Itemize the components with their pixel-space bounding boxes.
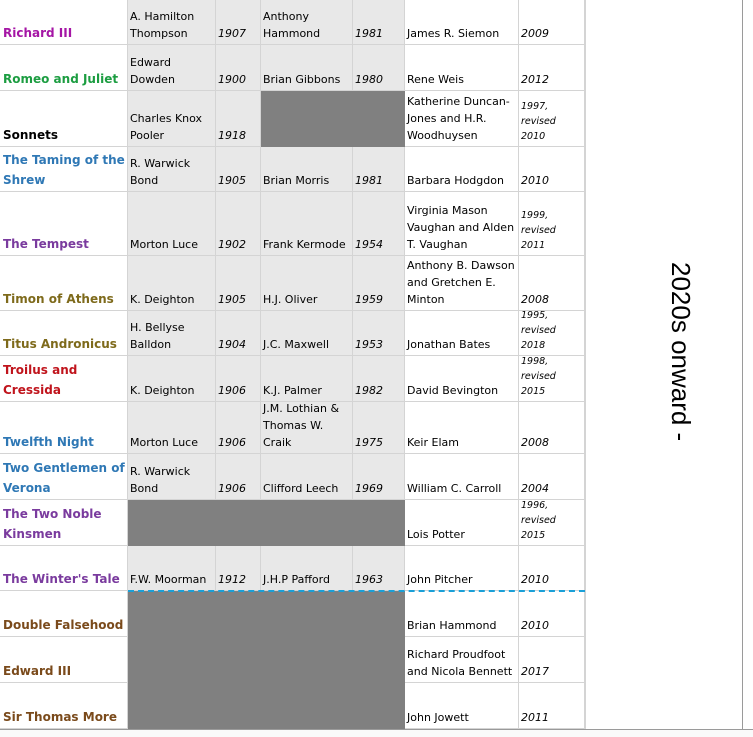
cell-text: 1906	[218, 482, 246, 495]
dashed-divider-line	[128, 590, 585, 592]
table-row	[0, 591, 585, 637]
table-row	[0, 402, 585, 454]
cell-text: 1953	[355, 338, 383, 351]
cell-text: 2017	[521, 665, 549, 678]
cell-text: Katherine Duncan- Jones and H.R. Woodhuysen	[407, 95, 510, 142]
cell-text: Keir Elam	[407, 436, 459, 449]
cell-text: Frank Kermode	[263, 238, 346, 251]
play-title: The Winter's Tale	[3, 572, 120, 586]
cell-text: Morton Luce	[130, 238, 198, 251]
year-cell[interactable]	[216, 356, 261, 402]
cell-text: H. Bellyse Balldon	[130, 321, 185, 351]
editor-cell[interactable]	[128, 0, 216, 45]
cell-text: Morton Luce	[130, 436, 198, 449]
editor-cell[interactable]	[405, 637, 519, 683]
year-cell[interactable]	[216, 637, 261, 683]
cell-text: David Bevington	[407, 384, 499, 397]
editor-cell[interactable]	[128, 147, 216, 192]
cell-text: John Pitcher	[407, 573, 473, 586]
year-cell[interactable]	[216, 500, 261, 546]
year-cell[interactable]	[216, 256, 261, 311]
era-vertical-label: 2020s onward -	[666, 262, 696, 442]
year-cell[interactable]	[353, 356, 405, 402]
cell-text: 1969	[355, 482, 383, 495]
cell-text: Jonathan Bates	[407, 338, 491, 351]
editor-cell[interactable]	[261, 683, 353, 729]
play-title: Romeo and Juliet	[3, 72, 119, 86]
table-row	[0, 500, 585, 546]
table-row	[0, 356, 585, 402]
cell-text: 1959	[355, 293, 383, 306]
cell-text: 2010	[521, 619, 549, 632]
table-row	[0, 45, 585, 91]
editor-cell[interactable]	[405, 192, 519, 256]
play-title-cell[interactable]	[0, 454, 128, 500]
editor-cell[interactable]	[261, 0, 353, 45]
year-cell[interactable]	[519, 256, 585, 311]
cell-text: R. Warwick Bond	[130, 157, 191, 187]
cell-text: Rene Weis	[407, 73, 464, 86]
editor-cell[interactable]	[261, 500, 353, 546]
table-row	[0, 546, 585, 591]
cell-text: 1963	[355, 573, 383, 586]
editor-cell[interactable]	[405, 0, 519, 45]
cell-text: 1999, revised 2011	[521, 210, 556, 251]
year-cell[interactable]	[353, 45, 405, 91]
editor-cell[interactable]	[405, 500, 519, 546]
editor-cell[interactable]	[405, 91, 519, 147]
play-title-cell[interactable]	[0, 45, 128, 91]
editor-cell[interactable]	[261, 454, 353, 500]
editor-cell[interactable]	[261, 91, 353, 147]
table-row	[0, 147, 585, 192]
year-cell[interactable]	[216, 192, 261, 256]
table-row	[0, 683, 585, 729]
cell-text: R. Warwick Bond	[130, 465, 191, 495]
year-cell[interactable]	[353, 402, 405, 454]
cell-text: F.W. Moorman	[130, 573, 207, 586]
cell-text: 1997, revised 2010	[521, 101, 556, 142]
cell-text: 1905	[218, 293, 246, 306]
cell-text: 2004	[521, 482, 549, 495]
editor-cell[interactable]	[261, 256, 353, 311]
editor-cell[interactable]	[261, 402, 353, 454]
editor-cell[interactable]	[128, 192, 216, 256]
year-cell[interactable]	[216, 402, 261, 454]
editor-cell[interactable]	[128, 546, 216, 591]
year-cell[interactable]	[353, 147, 405, 192]
play-title: Edward III	[3, 664, 72, 678]
year-cell[interactable]	[353, 546, 405, 591]
editor-cell[interactable]	[128, 454, 216, 500]
play-title: Double Falsehood	[3, 618, 124, 632]
cell-text: 1906	[218, 436, 246, 449]
play-title-cell[interactable]	[0, 147, 128, 192]
editor-cell[interactable]	[405, 454, 519, 500]
table-row	[0, 637, 585, 683]
year-cell[interactable]	[216, 683, 261, 729]
table-row	[0, 256, 585, 311]
year-cell[interactable]	[353, 311, 405, 356]
cell-text: Anthony B. Dawson and Gretchen E. Minton	[407, 259, 515, 306]
cell-text: 1904	[218, 338, 246, 351]
editor-cell[interactable]	[405, 147, 519, 192]
editor-cell[interactable]	[128, 637, 216, 683]
year-cell[interactable]	[519, 454, 585, 500]
cell-text: 1982	[355, 384, 383, 397]
editor-cell[interactable]	[261, 147, 353, 192]
cell-text: 1902	[218, 238, 246, 251]
table-row	[0, 454, 585, 500]
cell-text: 2008	[521, 293, 549, 306]
editor-cell[interactable]	[128, 311, 216, 356]
cell-text: 1906	[218, 384, 246, 397]
play-title-cell[interactable]	[0, 683, 128, 729]
year-cell[interactable]	[353, 256, 405, 311]
editor-cell[interactable]	[261, 356, 353, 402]
cell-text: 1998, revised 2015	[521, 356, 556, 397]
year-cell[interactable]	[519, 356, 585, 402]
cell-text: Edward Dowden	[130, 56, 175, 86]
cell-text: J.H.P Pafford	[263, 573, 330, 586]
year-cell[interactable]	[519, 683, 585, 729]
cell-text: Brian Morris	[263, 174, 330, 187]
editor-cell[interactable]	[405, 546, 519, 591]
cell-text: Brian Gibbons	[263, 73, 341, 86]
year-cell[interactable]	[519, 637, 585, 683]
year-cell[interactable]	[216, 147, 261, 192]
cell-text: H.J. Oliver	[263, 293, 318, 306]
cell-text: 2011	[521, 711, 549, 724]
cell-text: J.M. Lothian & Thomas W. Craik	[263, 402, 340, 449]
cell-text: Barbara Hodgdon	[407, 174, 504, 187]
right-column[interactable]	[585, 0, 743, 729]
cell-text: Clifford Leech	[263, 482, 339, 495]
editor-cell[interactable]	[405, 45, 519, 91]
year-cell[interactable]	[353, 454, 405, 500]
play-title-cell[interactable]	[0, 402, 128, 454]
play-title: Titus Andronicus	[3, 337, 117, 351]
editor-cell[interactable]	[405, 311, 519, 356]
cell-text: 1905	[218, 174, 246, 187]
cell-text: 1975	[355, 436, 383, 449]
play-title-cell[interactable]	[0, 637, 128, 683]
cell-text: James R. Siemon	[407, 27, 500, 40]
editor-cell[interactable]	[128, 500, 216, 546]
year-cell[interactable]	[216, 91, 261, 147]
play-title: The Tempest	[3, 237, 89, 251]
cell-text: 1995, revised 2018	[521, 311, 556, 351]
cell-text: 2008	[521, 436, 549, 449]
year-cell[interactable]	[216, 311, 261, 356]
cell-text: A. Hamilton Thompson	[130, 10, 195, 40]
year-cell[interactable]	[519, 0, 585, 45]
cell-text: 2010	[521, 174, 549, 187]
cell-text: Charles Knox Pooler	[130, 112, 203, 142]
editor-cell[interactable]	[261, 591, 353, 637]
editor-cell[interactable]	[405, 356, 519, 402]
cell-text: K.J. Palmer	[263, 384, 322, 397]
editor-cell[interactable]	[128, 591, 216, 637]
year-cell[interactable]	[519, 91, 585, 147]
year-cell[interactable]	[353, 637, 405, 683]
cell-text: 1996, revised 2015	[521, 500, 556, 541]
editor-cell[interactable]	[261, 192, 353, 256]
year-cell[interactable]	[519, 45, 585, 91]
table-row	[0, 91, 585, 147]
cell-text: 2009	[521, 27, 549, 40]
year-cell[interactable]	[519, 402, 585, 454]
year-cell[interactable]	[216, 591, 261, 637]
cell-text: 1907	[218, 27, 246, 40]
cell-text: 1900	[218, 73, 246, 86]
editor-cell[interactable]	[405, 683, 519, 729]
year-cell[interactable]	[353, 591, 405, 637]
year-cell[interactable]	[216, 454, 261, 500]
editor-cell[interactable]	[261, 45, 353, 91]
year-cell[interactable]	[216, 0, 261, 45]
cell-text: 1980	[355, 73, 383, 86]
cell-text: Lois Potter	[407, 528, 465, 541]
year-cell[interactable]	[216, 546, 261, 591]
year-cell[interactable]	[353, 0, 405, 45]
play-title: Troilus and Cressida	[3, 363, 78, 397]
year-cell[interactable]	[519, 500, 585, 546]
cell-text: 1981	[355, 174, 383, 187]
year-cell[interactable]	[353, 192, 405, 256]
play-title-cell[interactable]	[0, 500, 128, 546]
table-row	[0, 311, 585, 356]
play-title-cell[interactable]	[0, 0, 128, 45]
cell-text: William C. Carroll	[407, 482, 502, 495]
cell-text: Richard Proudfoot and Nicola Bennett	[407, 648, 513, 678]
cell-text: Anthony Hammond	[263, 10, 321, 40]
play-title-cell[interactable]	[0, 356, 128, 402]
editor-cell[interactable]	[128, 91, 216, 147]
editor-cell[interactable]	[261, 546, 353, 591]
editor-cell[interactable]	[405, 591, 519, 637]
play-title-cell[interactable]	[0, 192, 128, 256]
play-title: Twelfth Night	[3, 435, 94, 449]
year-cell[interactable]	[519, 311, 585, 356]
play-title-cell[interactable]	[0, 591, 128, 637]
year-cell[interactable]	[519, 192, 585, 256]
editor-cell[interactable]	[405, 256, 519, 311]
play-title-cell[interactable]	[0, 546, 128, 591]
editor-cell[interactable]	[128, 683, 216, 729]
editor-cell[interactable]	[128, 256, 216, 311]
play-title: Richard III	[3, 26, 73, 40]
year-cell[interactable]	[519, 546, 585, 591]
cell-text: John Jowett	[407, 711, 469, 724]
play-title-cell[interactable]	[0, 256, 128, 311]
editor-cell[interactable]	[128, 45, 216, 91]
cell-text: Brian Hammond	[407, 619, 497, 632]
play-title: The Two Noble Kinsmen	[3, 507, 102, 541]
editor-cell[interactable]	[128, 356, 216, 402]
year-cell[interactable]	[353, 91, 405, 147]
cell-text: J.C. Maxwell	[263, 338, 330, 351]
editor-cell[interactable]	[405, 402, 519, 454]
editor-cell[interactable]	[128, 402, 216, 454]
year-cell[interactable]	[353, 683, 405, 729]
play-title-cell[interactable]	[0, 91, 128, 147]
cell-text: 1912	[218, 573, 246, 586]
cell-text: K. Deighton	[130, 384, 195, 397]
play-title: Sonnets	[3, 128, 58, 142]
cell-text: 1981	[355, 27, 383, 40]
year-cell[interactable]	[519, 147, 585, 192]
play-title: Two Gentlemen of Verona	[3, 461, 125, 495]
table-row	[0, 192, 585, 256]
year-cell[interactable]	[216, 45, 261, 91]
cell-text: 2010	[521, 573, 549, 586]
cell-text: 1954	[355, 238, 383, 251]
cell-text: 2012	[521, 73, 549, 86]
cell-text: K. Deighton	[130, 293, 195, 306]
play-title: Sir Thomas More	[3, 710, 117, 724]
table-row	[0, 0, 585, 45]
cell-text: 1918	[218, 129, 246, 142]
play-title: The Taming of the Shrew	[3, 153, 125, 187]
play-title: Timon of Athens	[3, 292, 114, 306]
year-cell[interactable]	[519, 591, 585, 637]
editor-cell[interactable]	[261, 637, 353, 683]
year-cell[interactable]	[353, 500, 405, 546]
cell-text: Virginia Mason Vaughan and Alden T. Vaughan	[407, 204, 515, 251]
editor-cell[interactable]	[261, 311, 353, 356]
play-title-cell[interactable]	[0, 311, 128, 356]
